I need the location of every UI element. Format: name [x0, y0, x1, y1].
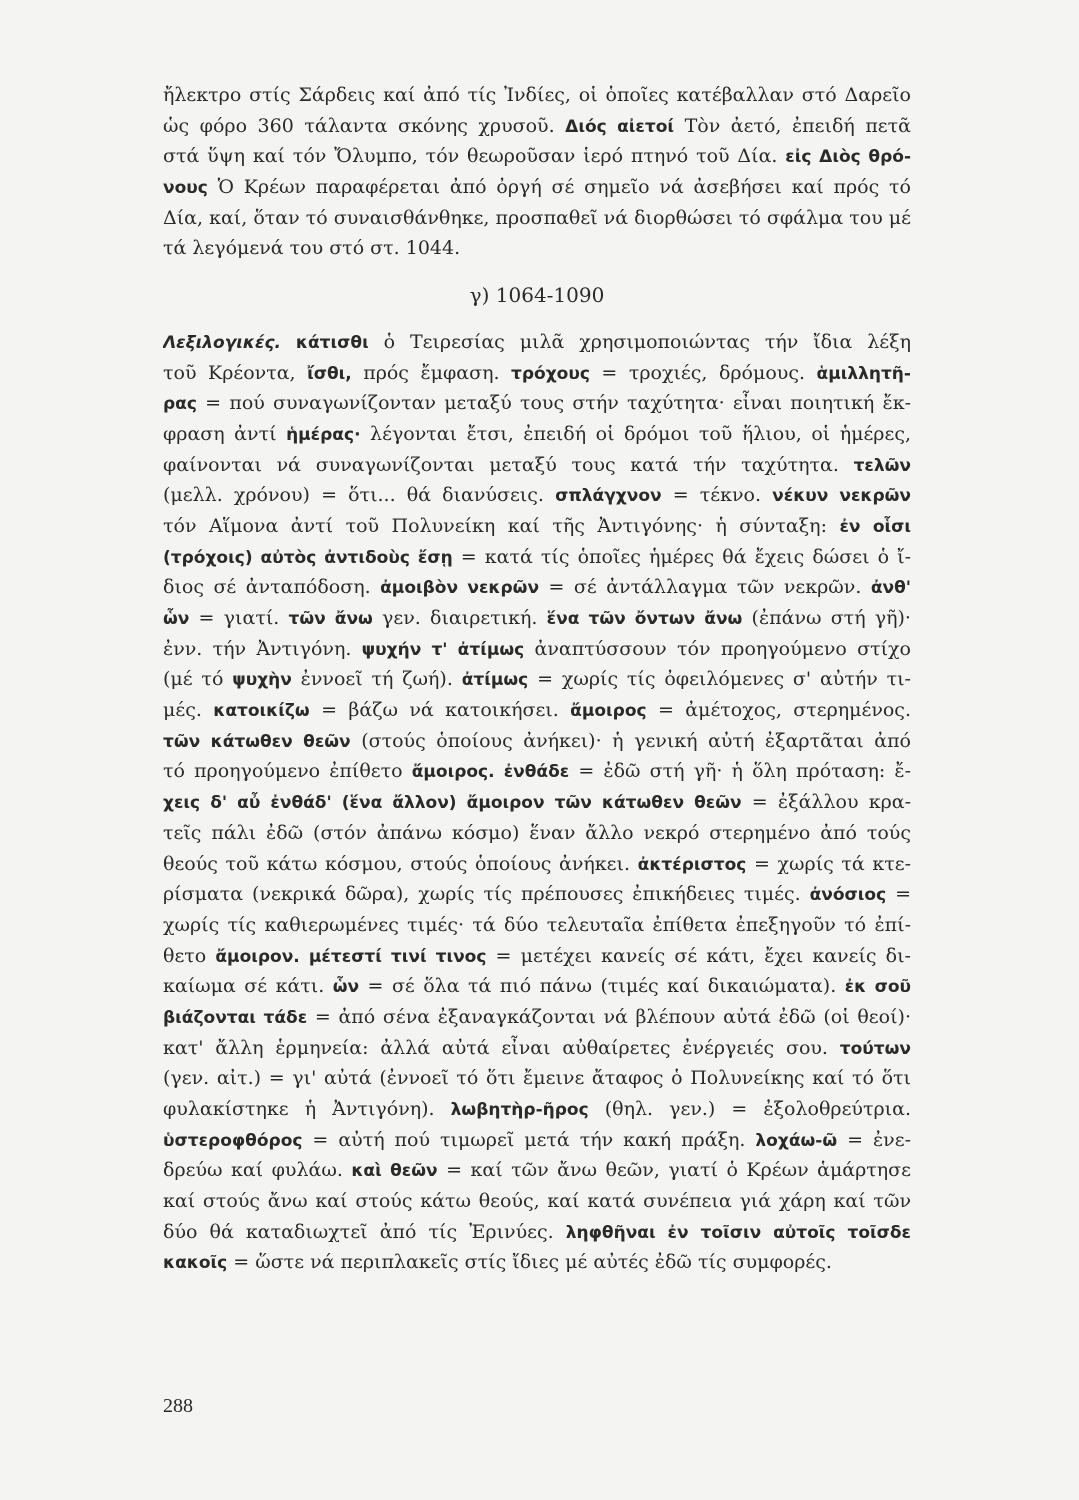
text-line [163, 1217, 911, 1248]
gloss-text: κατ' ἄλλη ἑρμηνεία: ἀλλά αὐτά εἶναι αὐθαίρετες ἐνέργειές σου. [163, 1036, 840, 1059]
gloss-text: (ἐπάνω στή γῆ)· [742, 607, 911, 629]
text-line [163, 572, 911, 603]
gloss-text: ἤλεκτρο στίς Σάρδεις καί ἀπό τίς Ἰνδίες, οἱ ὁποῖες κατέβαλλαν στό Δαρεῖο [163, 84, 911, 106]
gloss-text: = [886, 883, 911, 906]
text-line [163, 233, 911, 264]
text-line [163, 756, 911, 787]
gloss-text: = σέ ὅλα τά πιό πάνω (τιμές καί δικαιώματα). [359, 975, 845, 998]
lemma: ἁμιλλητῆ- [816, 363, 911, 384]
gloss-text: ρίσματα (νεκρικά δῶρα), χωρίς τίς πρέπουσες ἐπικήδειες τιμές. [163, 883, 810, 906]
gloss-text: = αὐτή πού τιμωρεῖ μετά τήν κακή πράξη. [302, 1128, 756, 1151]
gloss-text: Ὁ Κρέων παραφέρεται ἀπό ὀργή σέ σημεῖο νά ἀσεβήσει καί πρός τό [207, 176, 911, 199]
lemma: νους [163, 178, 208, 199]
gloss-text: = χωρίς τά κτε- [746, 852, 911, 875]
text-line [163, 1033, 911, 1064]
gloss-text: = βάζω νά κατοικήσει. [309, 699, 571, 722]
gloss-text: τά λεγόμενά του στό στ. 1044. [163, 237, 461, 260]
text-line [163, 941, 911, 972]
gloss-text: (μελλ. χρόνου) = ὅτι... θά διανύσεις. [163, 484, 556, 507]
lemma: ἡμέρας· [286, 424, 361, 445]
text-line [163, 111, 911, 142]
text-line [163, 818, 911, 849]
text-line [163, 634, 911, 665]
lemma: τελῶν [853, 455, 911, 476]
gloss-text: = γιατί. [189, 607, 289, 629]
gloss-text [495, 760, 504, 782]
text-line [163, 511, 911, 542]
gloss-text: = τροχιές, δρόμους. [589, 361, 817, 384]
gloss-text: = ἐξάλλου κρα- [741, 791, 911, 814]
text-line [163, 1186, 911, 1217]
gloss-text: θετο [163, 944, 216, 967]
lemma: ὧν [332, 977, 360, 998]
gloss-text: πρός ἔμφαση. [351, 361, 512, 384]
text-line [163, 726, 911, 757]
gloss-text: φυλακίστηκε ἡ Ἀντιγόνη). [163, 1098, 451, 1120]
gloss-text: ἐννοεῖ τή ζωή). [291, 668, 462, 691]
gloss-text [281, 331, 296, 353]
lemma: ληφθῆναι ἐν τοῖσιν αὐτοῖς τοῖσδε [565, 1222, 911, 1243]
gloss-text: φραση ἀντί [163, 422, 287, 445]
text-line [163, 203, 911, 234]
gloss-text: δρεύω καί φυλάω. [163, 1159, 352, 1182]
text-line [163, 695, 911, 726]
lemma: λωβητὴρ-ῆρος [450, 1100, 589, 1120]
gloss-text: = σέ ἀντάλλαγμα τῶν νεκρῶν. [539, 576, 871, 599]
gloss-text: Δία, καί, ὅταν τό συναισθάνθηκε, προσπαθεῖ νά διορθώσει τό σφάλμα του μέ [163, 206, 911, 229]
gloss-text: θεούς τοῦ κάτω κόσμου, στούς ὁποίους ἀνήκει. [163, 852, 638, 875]
lemma: χεις δ' αὖ ἐνθάδ' (ἕνα ἄλλον) ἄμοιρον τῶν κάτωθεν θεῶν [163, 793, 742, 814]
gloss-text: = τέκνο. [661, 484, 773, 507]
lemma: ἄμοιρος. [411, 762, 495, 783]
gloss-text: λέγονται ἔτσι, ἐπειδή οἱ δρόμοι τοῦ ἥλιου, οἱ ἡμέρες, [360, 422, 911, 445]
text-line [163, 910, 911, 941]
gloss-text: = ἀπό σένα ἐξαναγκάζονται νά βλέπουν αὐτά ἐδῶ (οἱ θεοί)· [307, 1005, 911, 1028]
text-line [163, 542, 911, 573]
gloss-text: = ὥστε νά περιπλακεῖς στίς ἴδιες μέ αὐτές ἐδῶ τίς συμφορές. [227, 1251, 832, 1274]
text-line [163, 879, 911, 910]
text-line [163, 450, 911, 481]
gloss-text: Τὸν ἀετό, ἐπειδή πετᾶ [674, 114, 911, 137]
text-line [163, 849, 911, 880]
text-line [163, 971, 911, 1002]
gloss-text: ὁ Τειρεσίας μιλᾶ χρησιμοποιώντας τήν ἴδια λέξη [368, 330, 911, 353]
lemma: ἐνθάδε [503, 762, 570, 783]
lemma: καὶ θεῶν [351, 1161, 438, 1182]
gloss-text [300, 945, 309, 967]
gloss-text: = ἐνε- [837, 1128, 911, 1151]
lemma: ἐκ σοῦ [844, 977, 911, 998]
lemma: ὧν [163, 609, 190, 629]
gloss-text: τοῦ Κρέοντα, [163, 361, 308, 384]
lemma: τῶν κάτωθεν θεῶν [163, 731, 351, 752]
gloss-text: (μέ τό [163, 668, 233, 691]
lemma: σπλάγχνον [555, 486, 662, 507]
lemma: ἐν οἷσι [839, 516, 911, 537]
gloss-text: χωρίς τίς καθιερωμένες τιμές· τά δύο τελευταῖα ἐπίθετα ἐπεξηγοῦν τό ἐπί- [163, 913, 911, 936]
gloss-text: = πού συναγωνίζονταν μεταξύ τους στήν ταχύτητα· εἶναι ποιητική ἔκ- [196, 392, 911, 415]
gloss-text: καίωμα σέ κάτι. [163, 975, 333, 998]
gloss-text: (θηλ. γεν.) = ἐξολοθρεύτρια. [588, 1098, 911, 1120]
lemma: (τρόχοις) αὐτὸς ἀντιδοὺς ἔσῃ [163, 547, 453, 568]
text-line [163, 480, 911, 511]
lemma: ἀμοιβὸν νεκρῶν [380, 578, 540, 599]
page-body [163, 80, 911, 1278]
lemma: ἕνα τῶν ὄντων ἄνω [546, 609, 743, 629]
gloss-text: = κατά τίς ὁποῖες ἡμέρες θά ἔχεις δώσει ὁ ἴ- [452, 545, 911, 568]
text-line [163, 1094, 911, 1125]
gloss-text: (στούς ὁποίους ἀνήκει)· ἡ γενική αὐτή ἐξαρτᾶται ἀπό [350, 729, 911, 752]
lemma: τούτων [839, 1038, 911, 1059]
gloss-text: ὡς φόρο 360 τάλαντα σκόνης χρυσοῦ. [163, 114, 566, 137]
gloss-text: (γεν. αἰτ.) = γι' αὐτά (ἐννοεῖ τό ὅτι ἔμεινε ἄταφος ὁ Πολυνείκης καί τό ὅτι [163, 1067, 911, 1090]
lemma: λοχάω-ῶ [755, 1130, 838, 1151]
vocabulary-paragraph [163, 327, 911, 1278]
gloss-text: καί στούς ἄνω καί στούς κάτω θεούς, καί κατά συνέπεια γιά χάρη καί τῶν [163, 1190, 911, 1213]
lemma: ψυχήν τ' ἀτίμως [361, 639, 525, 660]
lemma: νέκυν νεκρῶν [772, 486, 911, 507]
text-line [163, 80, 911, 111]
lemma: βιάζονται τάδε [163, 1007, 308, 1028]
lemma: κακοῖς [163, 1253, 228, 1274]
lemma: εἰς Διὸς θρό- [785, 147, 911, 168]
lemma: ὑστεροφθόρος [163, 1130, 303, 1151]
text-line [163, 141, 911, 172]
lemma: μέτεστί τινί τινος [308, 946, 487, 967]
gloss-text: τεῖς πάλι ἐδῶ (στόν ἀπάνω κόσμο) ἕναν ἄλλο νεκρό στερημένο ἀπό τούς [163, 821, 911, 844]
text-line [163, 603, 911, 634]
text-line [163, 1002, 911, 1033]
lemma: τρόχους [511, 363, 590, 384]
text-line [163, 358, 911, 389]
section-heading: γ) 1064-1090 [469, 283, 605, 308]
text-line [163, 1063, 911, 1094]
text-line [163, 1155, 911, 1186]
gloss-text: ἀναπτύσσουν τόν προηγούμενο στίχο [524, 637, 911, 660]
page-number: 288 [163, 1395, 193, 1417]
gloss-text: = ἀμέτοχος, στερημένος. [646, 699, 911, 722]
gloss-text: γεν. διαιρετική. [372, 607, 547, 629]
gloss-text: = ἐδῶ στή γῆ· ἡ ὅλη πρόταση: ἔ- [569, 760, 911, 783]
lemma: κατοικίζω [213, 701, 310, 722]
text-line [163, 327, 911, 358]
lemma: ἄμοιρον. [215, 946, 300, 967]
lemma: ἀκτέριστος [637, 854, 747, 875]
text-line [163, 787, 911, 818]
lemma: ἀνόσιος [809, 885, 887, 906]
gloss-text: διος σέ ἀνταπόδοση. [163, 576, 381, 599]
gloss-text: τό προηγούμενο ἐπίθετο [163, 760, 412, 783]
text-line [163, 419, 911, 450]
section-label: Λεξιλογικές. [163, 332, 282, 353]
lemma: ἴσθι, [307, 363, 352, 384]
lemma: ἄμοιρος [570, 701, 647, 722]
lemma: κάτισθι [295, 332, 369, 353]
lemma: ἀνθ' [870, 578, 911, 599]
text-line [163, 388, 911, 419]
intro-paragraph [163, 80, 911, 264]
gloss-text: στά ὕψη καί τόν Ὄλυμπο, τόν θεωροῦσαν ἱερό πτηνό τοῦ Δία. [163, 145, 786, 168]
gloss-text: = μετέχει κανείς σέ κάτι, ἔχει κανείς δι- [486, 944, 911, 967]
lemma: ἀτίμως [461, 670, 529, 691]
gloss-text: δύο θά καταδιωχτεῖ ἀπό τίς Ἐρινύες. [163, 1220, 566, 1243]
lemma: τῶν ἄνω [288, 609, 373, 629]
gloss-text: τόν Αἵμονα ἀντί τοῦ Πολυνείκη καί τῆς Ἀντιγόνης· ἡ σύνταξη: [163, 514, 840, 537]
gloss-text: φαίνονται νά συναγωνίζονται μεταξύ τους κατά τήν ταχύτητα. [163, 453, 854, 476]
text-line [163, 664, 911, 695]
text-line [163, 1125, 911, 1156]
text-line [163, 172, 911, 203]
lemma: ψυχὴν [232, 670, 292, 691]
gloss-text: = χωρίς τίς ὀφειλόμενες σ' αὐτήν τι- [528, 668, 911, 691]
lemma: Διός αἰετοί [565, 116, 675, 137]
gloss-text: μές. [163, 699, 214, 722]
text-line [163, 1247, 911, 1278]
gloss-text: = καί τῶν ἄνω θεῶν, γιατί ὁ Κρέων ἁμάρτησε [437, 1159, 911, 1182]
lemma: ρας [163, 394, 197, 415]
gloss-text: ἐνν. τήν Ἀντιγόνη. [163, 637, 362, 660]
